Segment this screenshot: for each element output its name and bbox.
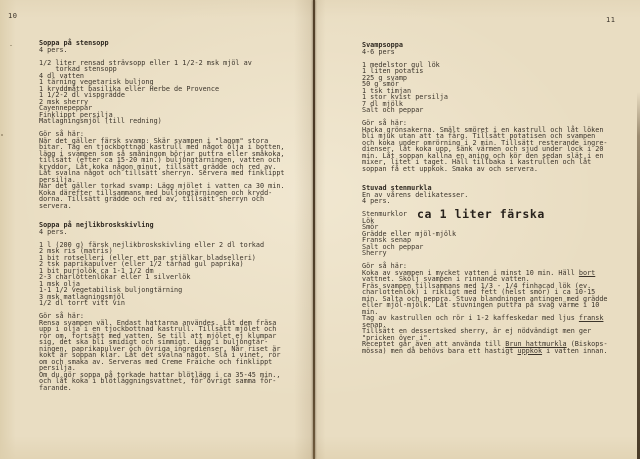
text-line: charlottenlök) i rikligt med fett (helst smör) i ca 10-15 (362, 288, 596, 296)
right-page-text (362, 42, 608, 354)
text-line: "pricken över i". (362, 333, 432, 342)
text-line: farande. (39, 383, 72, 392)
text-line: torkad stensopp (39, 65, 117, 73)
text-line: mössa) men då behövs bara ett hastigt uppkok i vatten innan. (362, 346, 608, 355)
text-line: Receptet går även att använda till Brun hattmurkla (Biskops- (362, 340, 608, 348)
text-line: Fransk senap (362, 236, 412, 244)
text-line: 1 msk olja (39, 279, 80, 288)
text-line: Låt svalna något och tillsätt sherryn. Servera med finklippt (39, 169, 285, 177)
text-line: 1 medelstor gul lök (362, 60, 440, 69)
text-line: dorna. Tillsätt grädde och red av, tillsätt sherryn och (39, 195, 265, 203)
text-line: min. (362, 307, 379, 316)
text-line: kokt är soppan klar. Låt det svalna något. Slå i vinet, rör (39, 351, 281, 359)
text-line: Finklippt persilja (39, 110, 113, 119)
text-line: Om du gör soppa på torkade hattar blötlägg i ca 35-45 min., (39, 370, 281, 379)
text-line: En av vårens delikatesser. (362, 190, 469, 199)
text-line: 1 tsk timjan (362, 86, 412, 95)
text-line: 7 dl mjölk (362, 99, 403, 108)
text-line: Grädde eller mjöl-mjölk (362, 229, 457, 238)
text-line: Gör så här: (362, 119, 408, 127)
text-line: Lök (362, 216, 375, 225)
recipe-title: Stuvad stenmurkla (362, 184, 432, 192)
text-line: 4 pers. (39, 227, 68, 236)
text-line: och koka under omrörning i 2 min. Tillsätt resterande ingre- (362, 138, 608, 147)
page-number-left: 10 (8, 12, 18, 20)
text-line: Tillsätt en dessertsked sherry, är ej nödvändigt men ger (362, 327, 592, 335)
text-line: 1 kryddmått basilika eller Herbe de Provence (39, 84, 220, 93)
text-line: eller mjöl-mjölk. Låt stuvningen puttra på svag värme i 10 (362, 301, 600, 309)
text-line: 4 pers. (362, 197, 391, 205)
binding-crease-line (313, 0, 315, 459)
text-line: 1/2 dl torrt vitt vin (39, 299, 125, 307)
text-line: 50 g smör (362, 80, 399, 88)
text-line: 1 l (200 g) färsk nejlikbroskskivling eller 2 dl torkad (39, 240, 265, 249)
text-line: dienser, låt koka upp, sänk värmen och sjud under lock i 20 (362, 145, 604, 153)
left-page-text (39, 40, 285, 391)
text-line: 4 pers. (39, 45, 68, 54)
text-line: persilja. (39, 364, 76, 372)
text-line: Rensa svampen väl. Endast hattarna användes. Låt dem fräsa (39, 318, 277, 327)
text-line: servera. (39, 201, 72, 210)
text-line: min. Salta och peppra. Stuva blandningen antingen med grädde (362, 294, 608, 303)
text-line: upp i olja i en tjockbottnad kastrull. Tillsätt mjölet och (39, 325, 277, 333)
text-line: Gör så här: (39, 130, 85, 138)
text-line: Tag av kastrullen och rör i 1-2 kaffeskedar med ljus fransk (362, 314, 604, 322)
text-line: 3 msk matlagningsmjöl (39, 292, 125, 301)
page-number-right: 11 (606, 16, 616, 24)
recipe-title: Soppa på stensopp (39, 39, 109, 47)
text-line: 2 tsk paprikapulver (eller 1/2 tärnad gul paprika) (39, 260, 244, 268)
text-line: Cayennepeppar (39, 104, 93, 112)
text-line: 2 msk ris (matris) (39, 247, 113, 255)
quantity-annotation: ca 1 liter färska (417, 207, 545, 221)
text-line: Gör så här: (39, 312, 85, 320)
text-line: Smör (362, 223, 379, 231)
text-line: När det gäller torkad svamp: Lägg mjölet i vatten ca 30 min. (39, 182, 285, 190)
text-line: Matlagningsmjöl (till redning) (39, 117, 162, 125)
text-line: lägg i svampen som så småningom börjar puttra eller småkoka, (39, 149, 285, 158)
text-line: sig, det ska bli smidigt och simmigt. Lägg i buljongtär- (39, 338, 269, 346)
text-line: bli mjuk utan att ta färg. Tillsätt potatisen och svampen (362, 132, 596, 140)
text-line: mixer, litet i taget. Häll tillbaka i kastrullen och låt (362, 158, 592, 166)
text-line: 1 bit purjolök ca 1-1 1/2 dm (39, 266, 154, 275)
text-line: vattnet. Skölj svampen i rinnande vatten. (362, 275, 530, 283)
text-line: Gör så här: (362, 262, 408, 270)
text-line: om och smaka av. Serveras med Creme Fraiche och finklippt (39, 357, 273, 366)
text-line: 4-6 pers (362, 47, 395, 56)
text-line: ningen, paprikapulver och övriga ingredienser. När riset är (39, 344, 281, 353)
text-line: kryddor. Låt koka någon minut, tillsätt grädde och red av. (39, 162, 277, 171)
text-line: Salt och peppar (362, 106, 424, 114)
text-line: Stenmurklor (362, 210, 408, 218)
text-line: När det gäller färsk svamp: Skär svampen i "lagom" stora (39, 136, 269, 145)
text-line: 1/2 liter rensad strävsopp eller 1 1/2-2 msk mjöl av (39, 58, 252, 67)
text-line: tillsätt (efter ca 15-20 min.) buljongtärningen, vatten och (39, 156, 281, 164)
text-line: min. Låt soppan kallna en aning och kör den sedan slät i en (362, 151, 604, 160)
text-line: 1 stor kvist persilja (362, 93, 448, 101)
text-line: senap. (362, 320, 387, 329)
text-line: Koka av svampen i mycket vatten i minst 10 min. Häll bort (362, 268, 596, 277)
text-line: 1-1 1/2 vegetabilisk buljongtärning (39, 286, 183, 294)
text-line: 2-3 charlottenlökar eller 1 silverlök (39, 273, 191, 281)
text-line: och låt koka i blötläggningsvattnet, för övrigt samma för- (39, 377, 277, 385)
recipe-title: Soppa på nejlikbroskskivling (39, 221, 154, 229)
text-line: persilja. (39, 175, 76, 184)
text-line: Salt och peppar (362, 242, 424, 251)
text-line: Fräs svampen tillsammans med 1/3 - 1/4 finhacad lök (ev. (362, 281, 592, 290)
text-line: Koka därefter tillsammans med buljongtärningen och krydd- (39, 188, 273, 197)
text-line: 225 g svamp (362, 73, 408, 82)
text-line: 1 1/2-2 dl vispgrädde (39, 91, 125, 99)
text-line: 1 bit rotselleri (eller ett par stjälkar bladselleri) (39, 253, 256, 262)
text-line: 1 liten potatis (362, 67, 424, 75)
recipe-title: Svampsoppa (362, 41, 403, 49)
text-line: bitar. Tag en tjockbottnad kastrull med något olja i botten, (39, 143, 285, 151)
text-line: 4 dl vatten (39, 71, 85, 80)
text-line: 1 tärning vegetarisk buljong (39, 78, 154, 86)
text-line: 2 msk sherry (39, 97, 89, 106)
text-line: Sherry (362, 249, 387, 257)
text-line: Hacka grönsakerna. Smält smöret i en kastrull och låt löken (362, 125, 604, 134)
text-line: rör om, fortsätt med vatten. Se till att mjölet ej klumpar (39, 331, 277, 340)
text-line: soppan få ett uppkok. Smaka av och servera. (362, 164, 538, 173)
